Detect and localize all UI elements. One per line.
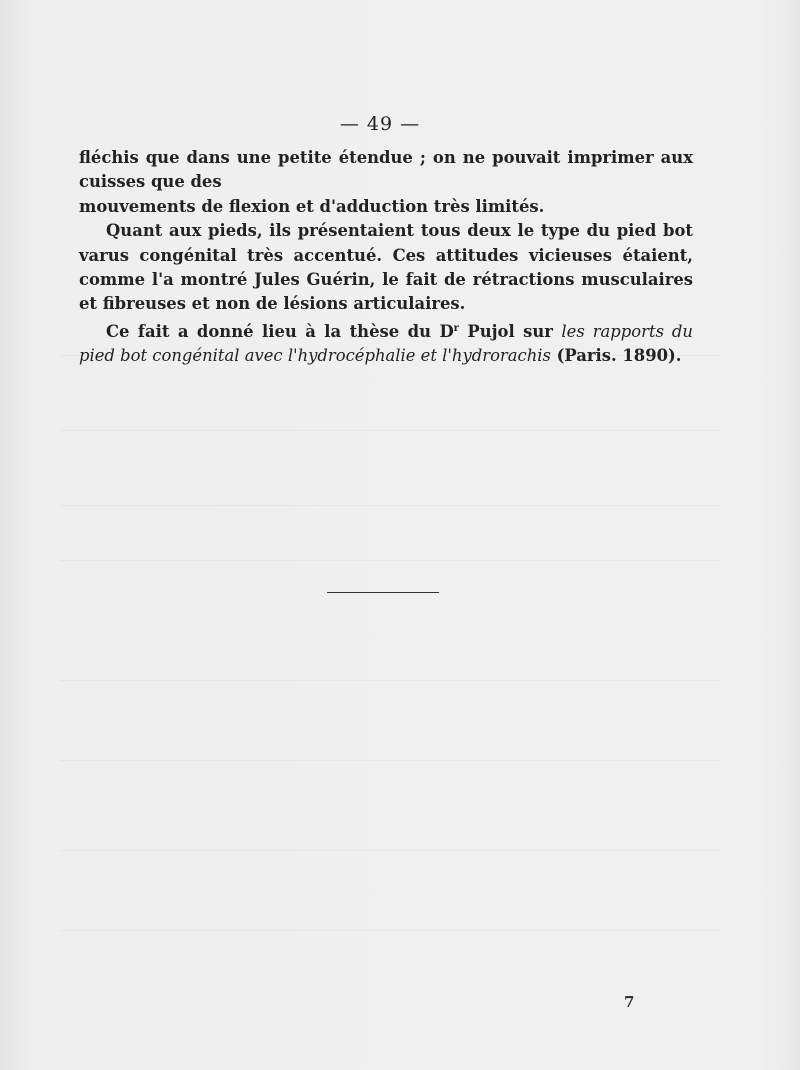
thesis-title: les rapports du pied bot congénital avec l'hydrocéphalie et l'hydrorachis [79, 321, 693, 366]
show-through-line [60, 505, 720, 506]
paragraph-1-line-1: fléchis que dans une petite étendue ; on ne pouvait imprimer aux cuisses que des [79, 148, 693, 192]
page-number: — 49 — [339, 113, 421, 135]
paragraph-2: Quant aux pieds, ils présentaient tous deux le type du pied bot varus congénital très accentué. Ces attitudes vicieuses étaient, comme l'a montré Jules Guérin, le fait de rétractions musculaires et fibreuses et non de lésions articulaires. [79, 221, 693, 314]
show-through-line [60, 930, 720, 931]
paragraph-3-prefix: Ce fait a donné lieu à la thèse du D [106, 321, 454, 341]
section-divider [327, 592, 439, 593]
paragraph-3-author: Pujol sur [458, 321, 562, 341]
sheet-signature-number: 7 [624, 993, 635, 1011]
paragraph-3 [79, 317, 693, 369]
show-through-line [60, 680, 720, 681]
doctor-superscript: r [453, 322, 459, 334]
paragraph-1 [79, 146, 693, 219]
show-through-line [60, 850, 720, 851]
show-through-line [60, 430, 720, 431]
show-through-line [60, 560, 720, 561]
paragraph-3-suffix: (Paris. 1890). [550, 346, 682, 366]
paragraph-1-line-2: mouvements de flexion et d'adduction très limités. [79, 196, 545, 216]
show-through-line [60, 760, 720, 761]
body-text [79, 146, 693, 369]
